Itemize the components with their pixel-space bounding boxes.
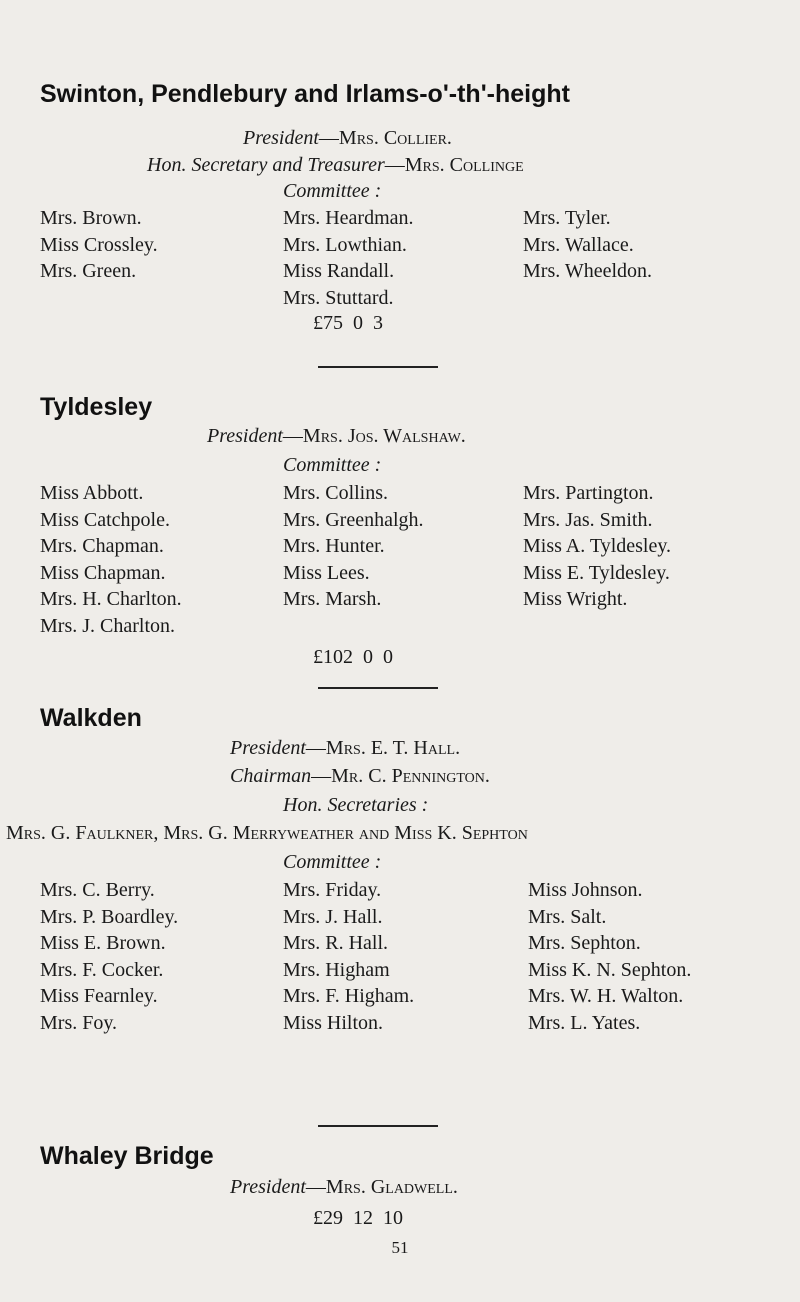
walkden-secretaries-label: Hon. Secretaries : — [283, 794, 429, 816]
committee-member: Mrs. Marsh. — [283, 588, 382, 610]
whaley-amount: £29 12 10 — [313, 1207, 403, 1229]
swinton-committee-label: Committee : — [283, 180, 382, 202]
committee-member: Miss Crossley. — [40, 233, 158, 256]
committee-member: Mrs. Greenhalgh. — [283, 508, 424, 531]
swinton-amount: £75 0 3 — [313, 312, 383, 334]
committee-member: Mrs. Sephton. — [528, 932, 641, 954]
committee-member: Mrs. Foy. — [40, 1011, 118, 1034]
committee-member: Mrs. Jas. Smith. — [523, 508, 653, 531]
committee-member: Miss E. Tyldesley. — [523, 561, 670, 584]
tyldesley-president: —Mrs. Jos. Walshaw. — [282, 425, 466, 447]
president-label: President — [230, 1176, 306, 1198]
committee-member: Miss Wright. — [523, 588, 628, 610]
swinton-committee-col3 — [523, 205, 652, 285]
committee-member: Miss Catchpole. — [40, 508, 170, 531]
walkden-chairman-line — [230, 764, 490, 788]
swinton-committee-col2 — [283, 205, 414, 311]
whaley-president: —Mrs. Gladwell. — [305, 1176, 458, 1198]
committee-member: Mrs. Green. — [40, 260, 137, 282]
whaley-president-line — [230, 1175, 458, 1199]
committee-member: Miss K. N. Sephton. — [528, 958, 692, 981]
committee-member: Mrs. H. Charlton. — [40, 588, 182, 610]
committee-member: Mrs. Wheeldon. — [523, 260, 653, 282]
committee-member: Miss Randall. — [283, 260, 395, 282]
tyldesley-heading: Tyldesley — [40, 393, 153, 421]
committee-member: Miss E. Brown. — [40, 932, 166, 954]
walkden-chairman: —Mr. C. Pennington. — [311, 765, 490, 787]
committee-member: Mrs. Collins. — [283, 482, 389, 504]
committee-member: Miss Abbott. — [40, 482, 144, 504]
walkden-committee-label: Committee : — [283, 851, 382, 873]
committee-member: Mrs. J. Hall. — [283, 905, 383, 928]
section-divider — [318, 1125, 438, 1127]
president-label: President — [230, 737, 306, 759]
committee-member: Mrs. Lowthian. — [283, 233, 407, 256]
swinton-heading: Swinton, Pendlebury and Irlams-o'-th'-height — [40, 80, 570, 108]
committee-member: Mrs. Chapman. — [40, 535, 164, 557]
swinton-president-line — [243, 126, 452, 150]
whaley-heading: Whaley Bridge — [40, 1142, 214, 1170]
swinton-committee-col1 — [40, 205, 158, 285]
walkden-committee-col1 — [40, 877, 178, 1036]
walkden-secretaries: Mrs. G. Faulkner, Mrs. G. Merryweather and Miss K. Sephton — [6, 822, 528, 844]
committee-member: Mrs. L. Yates. — [528, 1011, 641, 1034]
committee-member: Miss A. Tyldesley. — [523, 535, 672, 557]
committee-member: Mrs. Brown. — [40, 207, 142, 229]
walkden-committee-col2 — [283, 877, 414, 1036]
committee-member: Mrs. Wallace. — [523, 233, 634, 256]
committee-member: Mrs. Higham — [283, 958, 390, 981]
president-label: President — [243, 127, 319, 149]
swinton-secretary-line — [147, 153, 524, 177]
committee-member: Mrs. P. Boardley. — [40, 905, 179, 928]
president-label: President — [207, 425, 283, 447]
committee-member: Miss Fearnley. — [40, 985, 158, 1007]
committee-member: Mrs. F. Cocker. — [40, 958, 164, 981]
committee-member: Mrs. Salt. — [528, 905, 607, 928]
committee-member: Mrs. C. Berry. — [40, 879, 155, 901]
committee-member: Mrs. F. Higham. — [283, 985, 415, 1007]
committee-member: Mrs. W. H. Walton. — [528, 985, 684, 1007]
committee-member: Mrs. Partington. — [523, 482, 654, 504]
committee-member: Miss Lees. — [283, 561, 370, 584]
tyldesley-amount: £102 0 0 — [313, 646, 393, 668]
tyldesley-president-line — [207, 424, 466, 448]
swinton-president: —Mrs. Collier. — [318, 127, 452, 149]
section-divider — [318, 366, 438, 368]
committee-member: Miss Johnson. — [528, 879, 643, 901]
tyldesley-committee-col1 — [40, 480, 182, 639]
committee-member: Mrs. Friday. — [283, 879, 382, 901]
committee-member: Mrs. Hunter. — [283, 535, 385, 557]
committee-member: Mrs. Tyler. — [523, 207, 611, 229]
walkden-committee-col3 — [528, 877, 691, 1036]
tyldesley-committee-col2 — [283, 480, 424, 613]
tyldesley-committee-col3 — [523, 480, 671, 613]
walkden-heading: Walkden — [40, 704, 142, 732]
committee-member: Mrs. Stuttard. — [283, 286, 394, 309]
walkden-president: —Mrs. E. T. Hall. — [305, 737, 461, 759]
page-number: 51 — [391, 1238, 409, 1257]
committee-member: Miss Hilton. — [283, 1011, 384, 1034]
secretary-label: Hon. Secretary and Treasurer — [147, 154, 385, 176]
committee-member: Miss Chapman. — [40, 561, 166, 584]
swinton-secretary: —Mrs. Collinge — [384, 154, 524, 176]
committee-member: Mrs. Heardman. — [283, 207, 414, 229]
tyldesley-committee-label: Committee : — [283, 454, 382, 476]
walkden-president-line — [230, 736, 460, 760]
section-divider — [318, 687, 438, 689]
committee-member: Mrs. R. Hall. — [283, 932, 388, 954]
chairman-label: Chairman — [230, 765, 312, 787]
committee-member: Mrs. J. Charlton. — [40, 614, 175, 637]
